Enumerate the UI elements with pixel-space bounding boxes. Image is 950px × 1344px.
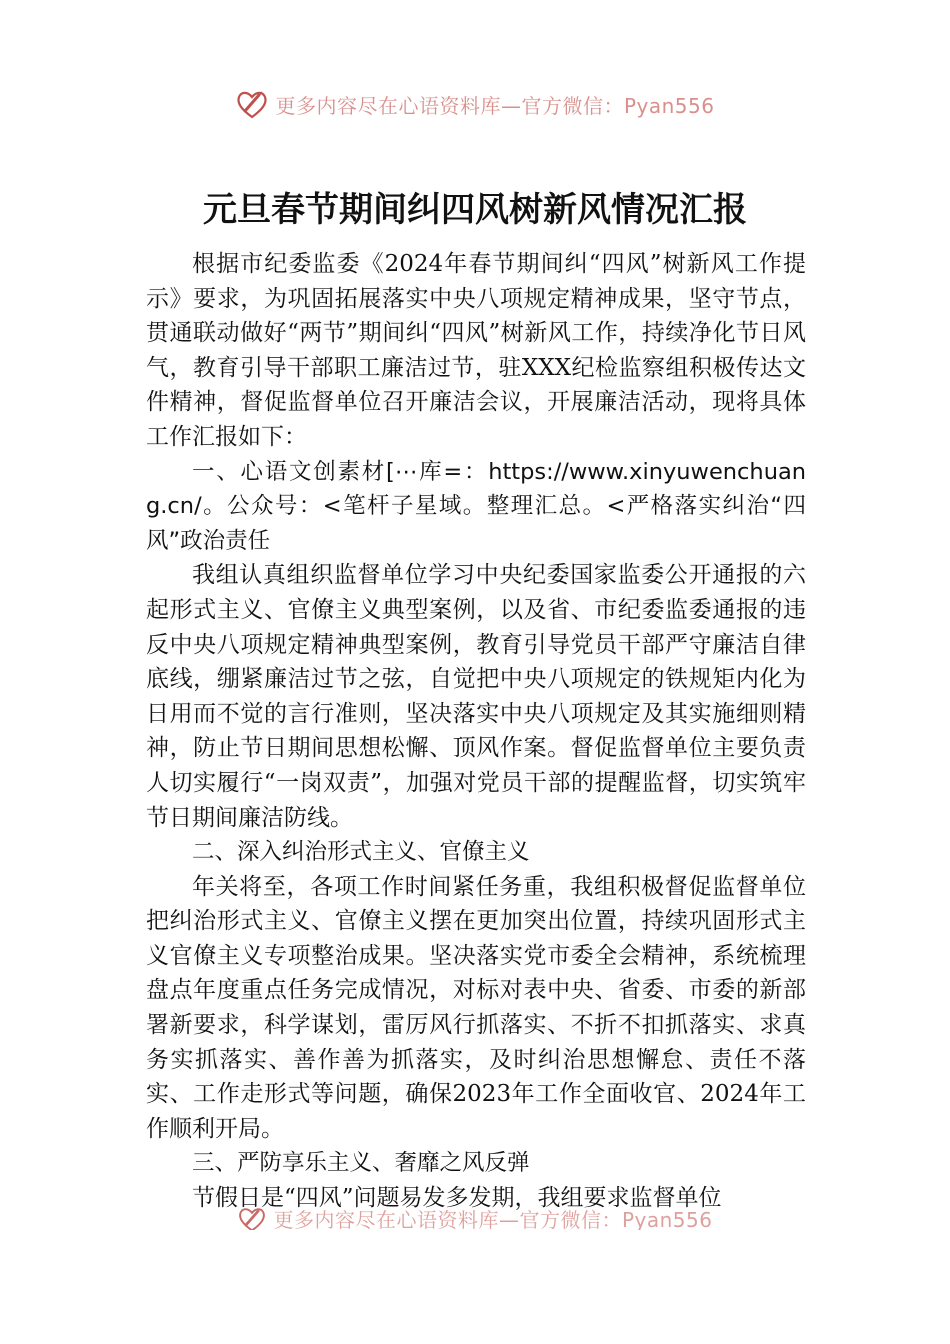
- section-heading-1: 一、心语文创素材[⋯库=：https://www.xinyuwenchuang.cn/。公众号：<笔杆子星域。整理汇总。<严格落实纠治“四风”政治责任: [146, 458, 806, 554]
- watermark-header: [0, 84, 950, 124]
- heart-pen-logo-icon: [237, 1204, 267, 1230]
- watermark-text: 更多内容尽在心语资料库—官方微信：Pyan556: [275, 93, 715, 118]
- section-3-body: 节假日是“四风”问题易发多发期，我组要求监督单位: [192, 1185, 722, 1212]
- section-heading-3: 三、严防享乐主义、奢靡之风反弹: [192, 1150, 530, 1177]
- section-1-body: 我组认真组织监督单位学习中央纪委国家监委公开通报的六起形式主义、官僚主义典型案例，以及省、市纪委监委通报的违反中央八项规定精神典型案例，教育引导党员干部严守廉洁自律底线，绷紧廉洁过节之弦，自觉把中央八项规定的铁规矩内化为日用而不觉的言行准则，坚决落实中央八项规定及其实施细则精神，防止节日期间思想松懈、顶风作案。督促监督单位主要负责人切实履行“一岗双责”，加强对党员干部的提醒监督，切实筑牢节日期间廉洁防线。: [146, 562, 806, 831]
- section-heading-2: 二、深入纠治形式主义、官僚主义: [192, 839, 530, 866]
- document-body: [146, 247, 806, 1216]
- watermark-text: 更多内容尽在心语资料库—官方微信：Pyan556: [273, 1208, 713, 1230]
- section-2-body: 年关将至，各项工作时间紧任务重，我组积极督促监督单位把纠治形式主义、官僚主义摆在更加突出位置，持续巩固形式主义官僚主义专项整治成果。坚决落实党市委全会精神，系统梳理盘点年度重点任务完成情况，对标对表中央、省委、市委的新部署新要求，科学谋划，雷厉风行抓落实、不折不扣抓落实、求真务实抓落实、善作善为抓落实，及时纠治思想懈怠、责任不落实、工作走形式等问题，确保2023年工作全面收官、2024年工作顺利开局。: [146, 873, 806, 1142]
- heart-pen-logo-icon: [235, 87, 269, 121]
- intro-paragraph: 根据市纪委监委《2024年春节期间纠“四风”树新风工作提示》要求，为巩固拓展落实中央八项规定精神成果，坚守节点，贯通联动做好“两节”期间纠“四风”树新风工作，持续净化节日风气，教育引导干部职工廉洁过节，驻XXX纪检监察组积极传达文件精神，督促监督单位召开廉洁会议，开展廉洁活动，现将具体工作汇报如下：: [146, 251, 806, 450]
- document-title: 元旦春节期间纠四风树新风情况汇报: [203, 190, 747, 230]
- watermark-footer: [0, 1204, 950, 1230]
